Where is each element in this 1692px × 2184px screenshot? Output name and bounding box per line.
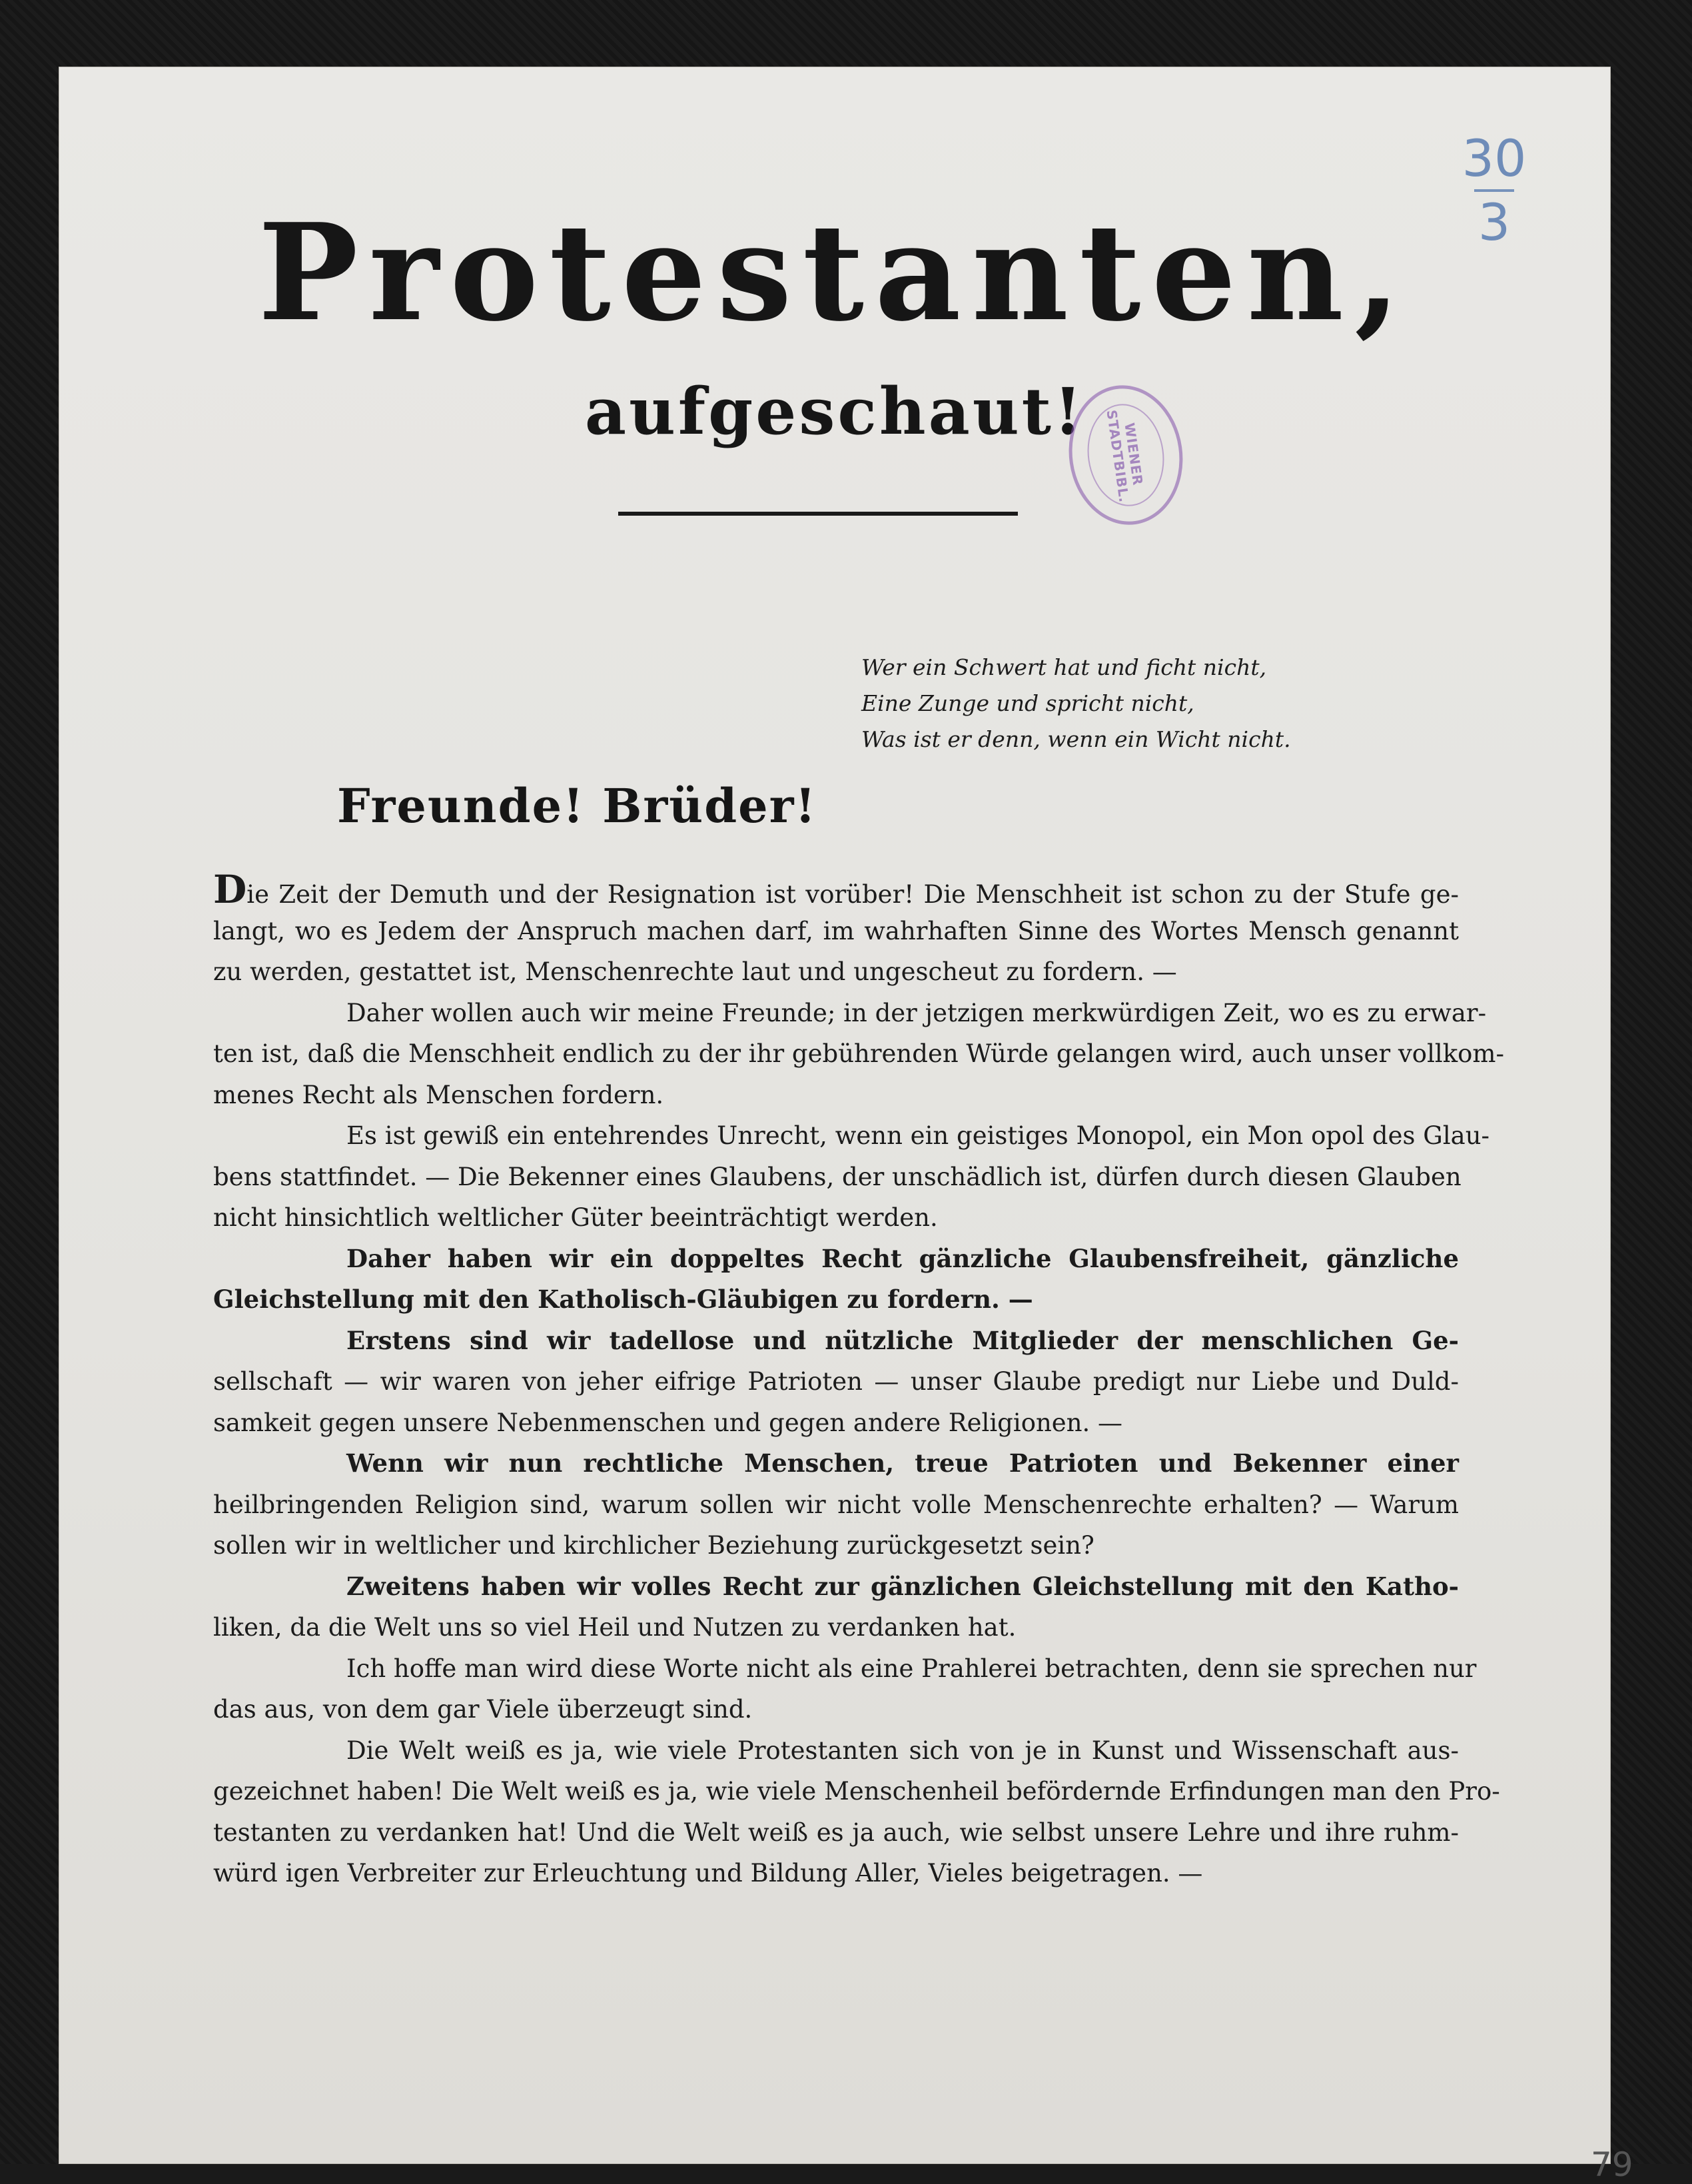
body-line: würd igen Verbreiter zur Erleuchtung und Bildung Aller, Vieles beigetragen. — <box>213 1859 1203 1888</box>
body-text <box>213 867 1505 1894</box>
body-line: samkeit gegen unsere Nebenmenschen und gegen andere Religionen. — <box>213 1408 1123 1437</box>
body-line: testanten zu verdanken hat! Und die Welt weiß es ja auch, wie selbst unsere Lehre und ihre ruhm- <box>213 1818 1459 1847</box>
poster-subtitle: aufgeschaut! <box>584 374 1085 449</box>
pencil-mark-bottom: 3 <box>1478 193 1511 252</box>
body-line: Wenn wir nun rechtliche Menschen, treue Patrioten und Bekenner einer <box>346 1448 1459 1478</box>
body-line: menes Recht als Menschen fordern. <box>213 1080 664 1109</box>
title-rule <box>618 512 1018 516</box>
body-line: Es ist gewiß ein entehrendes Unrecht, wenn ein geistiges Monopol, ein Mon opol des Glau- <box>346 1121 1490 1150</box>
body-line: Gleichstellung mit den Katholisch-Gläubigen zu fordern. — <box>213 1285 1033 1314</box>
body-line: sollen wir in weltlicher und kirchlicher Beziehung zurückgesetzt sein? <box>213 1531 1094 1560</box>
body-line: Zweitens haben wir volles Recht zur gänzlichen Gleichstellung mit den Katho- <box>346 1571 1459 1601</box>
body-line: das aus, von dem gar Viele überzeugt sind. <box>213 1695 753 1724</box>
body-line: liken, da die Welt uns so viel Heil und Nutzen zu verdanken hat. <box>213 1613 1017 1642</box>
greeting-heading: Freunde! Brüder! <box>337 778 817 833</box>
motto-verse <box>861 650 1394 758</box>
stamp-text: WIENER STADTBIBL. <box>1081 399 1170 511</box>
pencil-mark-divider <box>1474 189 1514 192</box>
body-line: bens stattfindet. — Die Bekenner eines Glaubens, der unschädlich ist, dürfen durch diesen Glauben <box>213 1162 1462 1191</box>
body-line: gezeichnet haben! Die Welt weiß es ja, wie viele Menschenheil befördernde Erfindungen man den Pro- <box>213 1777 1500 1806</box>
motto-line: Wer ein Schwert hat und ficht nicht, <box>861 654 1267 680</box>
poster-title: Protestanten, <box>258 195 1412 351</box>
pencil-mark-top: 30 <box>1462 129 1527 188</box>
body-line: nicht hinsichtlich weltlicher Güter beeinträchtigt werden. <box>213 1203 938 1232</box>
body-line: zu werden, gestattet ist, Menschenrechte laut und ungescheut zu fordern. — <box>213 957 1177 986</box>
body-line: Ich hoffe man wird diese Worte nicht als eine Prahlerei betrachten, denn sie sprechen nur <box>346 1654 1477 1683</box>
body-line: Daher haben wir ein doppeltes Recht gänzliche Glaubensfreiheit, gänzliche <box>346 1243 1459 1273</box>
document-page <box>59 67 1633 2184</box>
body-line: ten ist, daß die Menschheit endlich zu der ihr gebührenden Würde gelangen wird, auch unser vollkom- <box>213 1039 1505 1068</box>
motto-line: Was ist er denn, wenn ein Wicht nicht. <box>861 726 1291 752</box>
corner-page-mark: 79 <box>1591 2145 1633 2184</box>
body-line: heilbringenden Religion sind, warum sollen wir nicht volle Menschenrechte erhalten? — Warum <box>213 1490 1459 1519</box>
motto-line: Eine Zunge und spricht nicht, <box>861 690 1194 716</box>
body-line: Die Welt weiß es ja, wie viele Protestanten sich von je in Kunst und Wissenschaft aus- <box>346 1736 1459 1765</box>
body-line: Erstens sind wir tadellose und nützliche Mitglieder der menschlichen Ge- <box>346 1325 1459 1355</box>
body-line: langt, wo es Jedem der Anspruch machen darf, im wahrhaften Sinne des Wortes Mensch genannt <box>213 916 1459 945</box>
body-line: sellschaft — wir waren von jeher eifrige Patrioten — unser Glaube predigt nur Liebe und Duld- <box>213 1367 1459 1396</box>
body-line: Die Zeit der Demuth und der Resignation ist vorüber! Die Menschheit ist schon zu der Stufe ge- <box>213 867 1459 912</box>
body-line: Daher wollen auch wir meine Freunde; in der jetzigen merkwürdigen Zeit, wo es zu erwar- <box>346 998 1487 1027</box>
